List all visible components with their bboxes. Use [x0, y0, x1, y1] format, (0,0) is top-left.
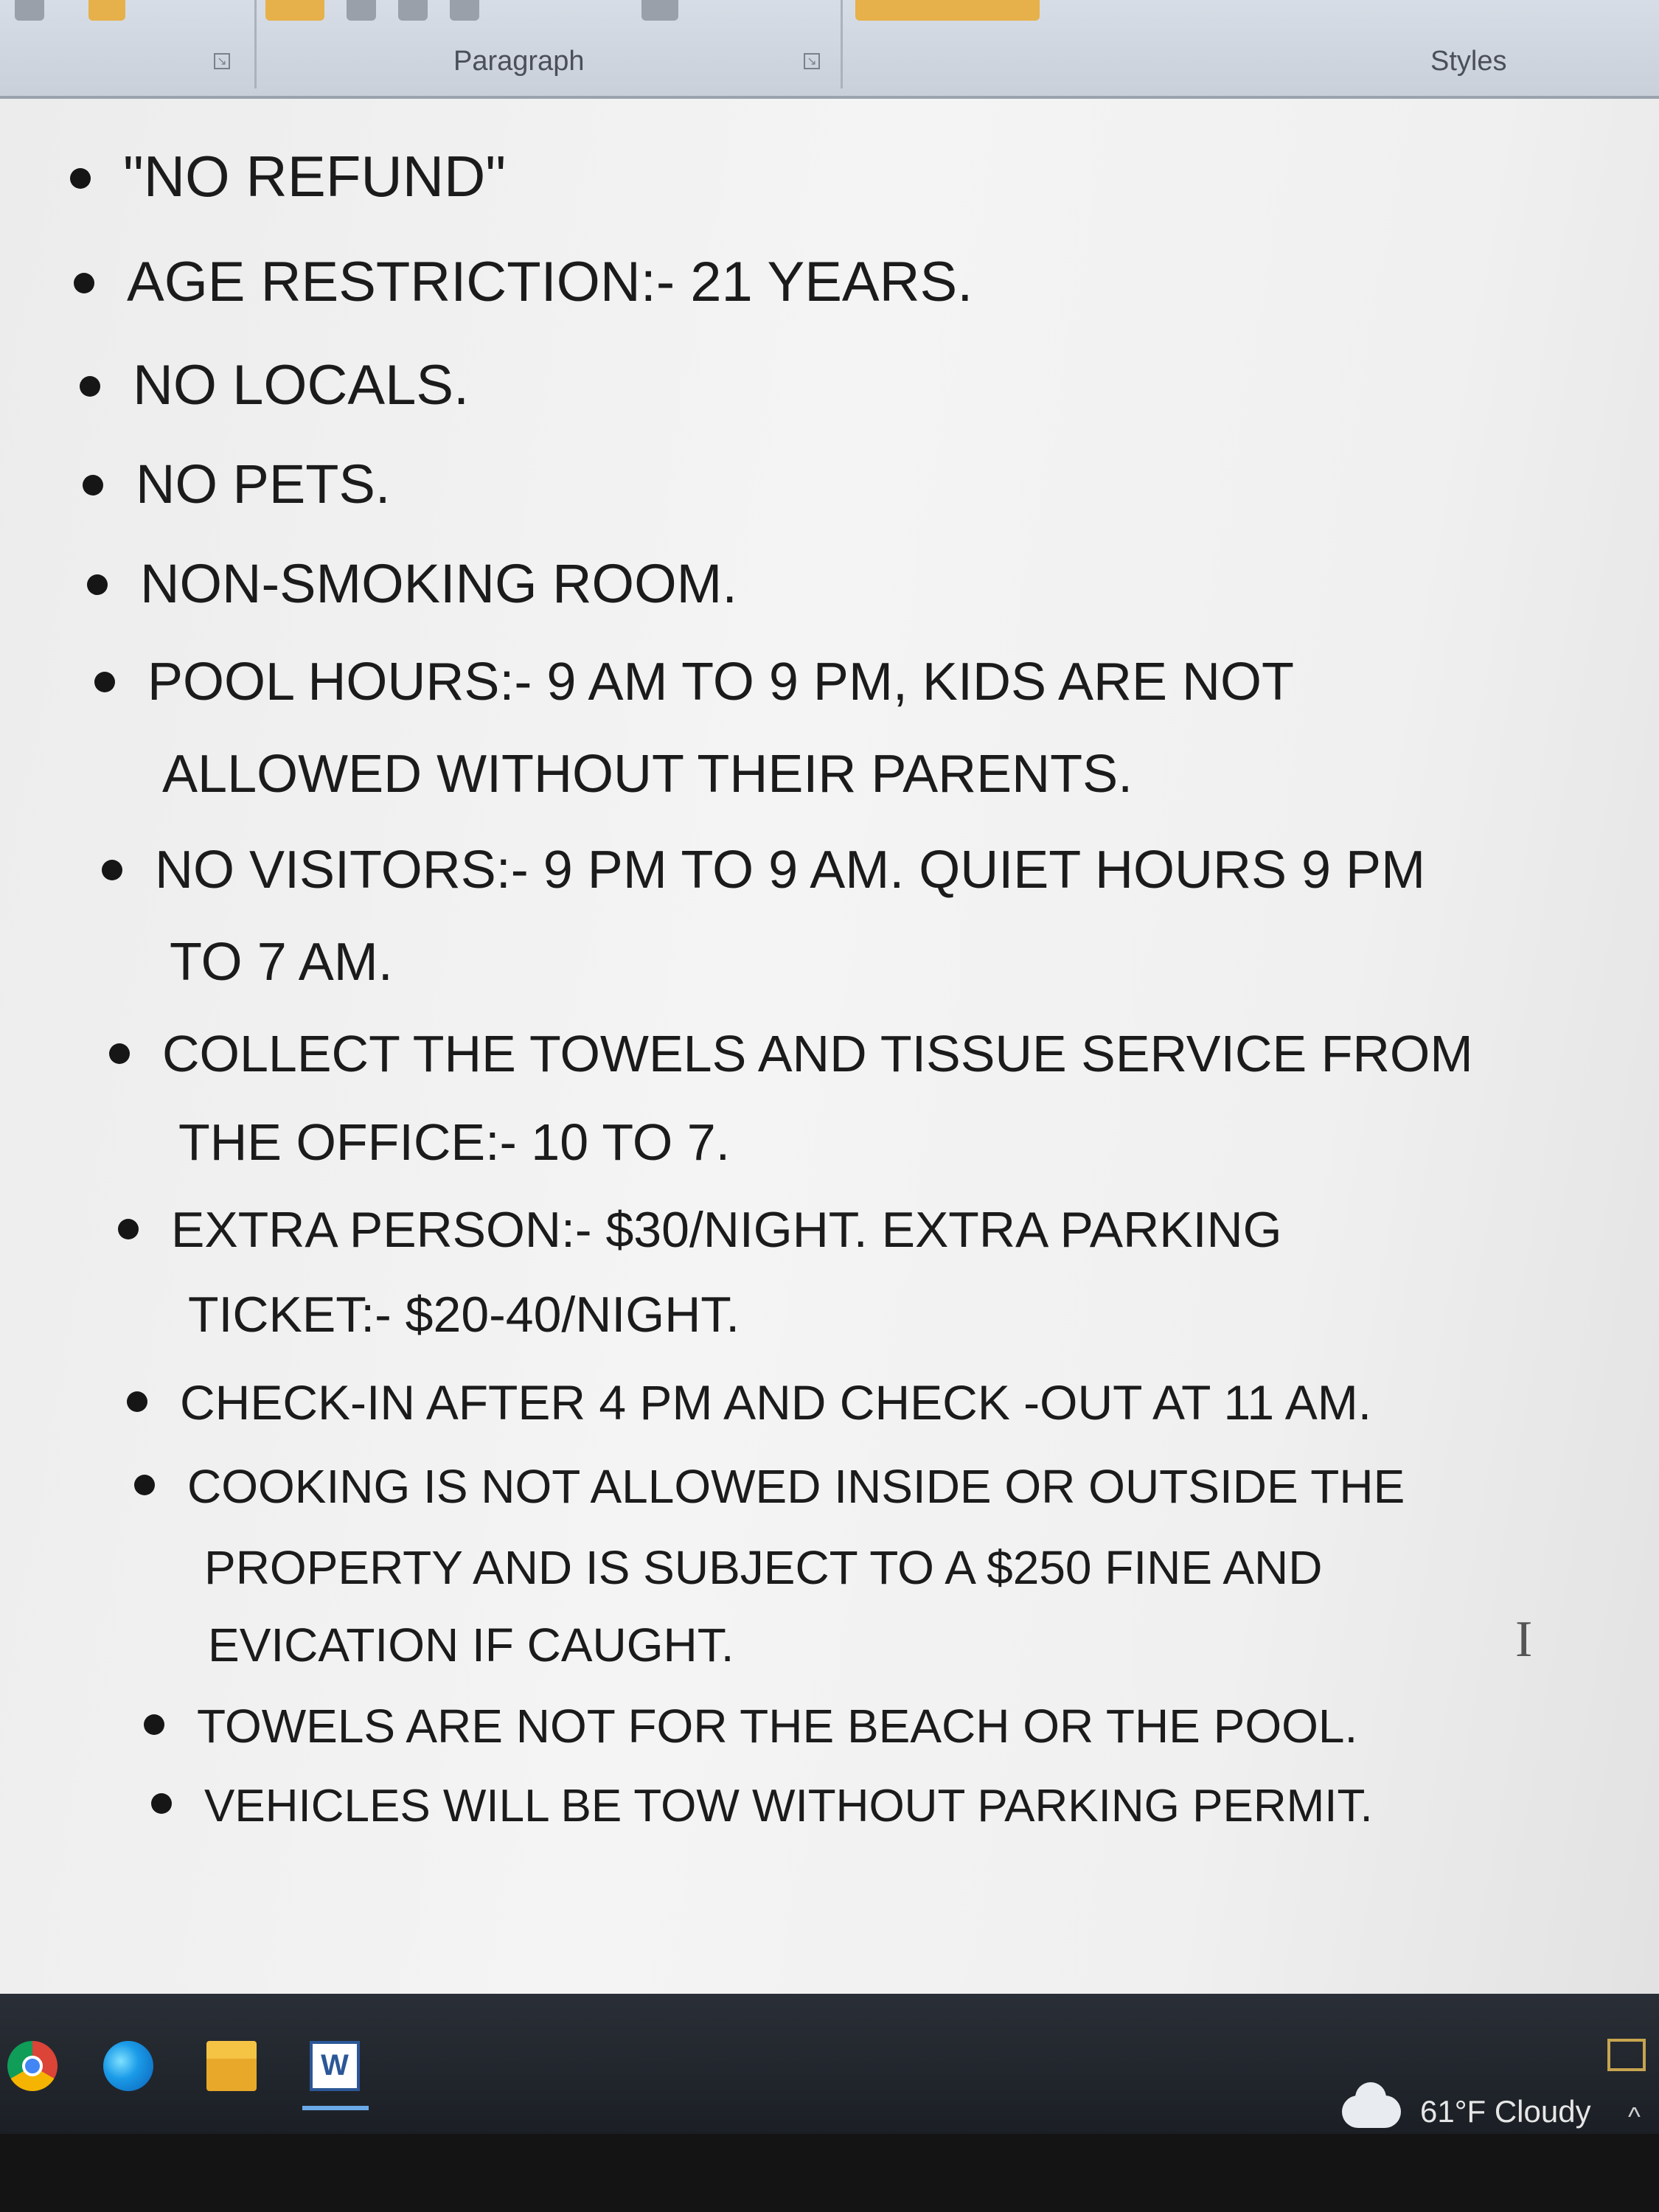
file-explorer-icon[interactable]: [206, 2041, 257, 2091]
list-item-text: POOL HOURS:- 9 AM TO 9 PM, KIDS ARE NOT: [147, 653, 1295, 712]
list-item-text: COOKING IS NOT ALLOWED INSIDE OR OUTSIDE THE: [187, 1460, 1405, 1513]
list-item-text: NO VISITORS:- 9 PM TO 9 AM. QUIET HOURS 9 PM: [155, 841, 1426, 900]
bullet-icon: [134, 1475, 155, 1495]
list-item-text: EXTRA PERSON:- $30/NIGHT. EXTRA PARKING: [171, 1202, 1282, 1258]
bullet-icon: [83, 475, 103, 495]
bullet-icon: [144, 1714, 164, 1735]
borders-icon[interactable]: [641, 0, 678, 21]
ribbon-group-separator: [841, 0, 843, 88]
list-item-continuation: PROPERTY AND IS SUBJECT TO A $250 FINE AND: [204, 1541, 1323, 1594]
styles-group-label: Styles: [1430, 46, 1507, 77]
list-item: [83, 453, 390, 515]
bullet-icon: [109, 1043, 130, 1064]
bullet-icon: [127, 1391, 147, 1412]
font-color-icon[interactable]: [15, 0, 44, 21]
list-item: [70, 143, 506, 210]
document-page[interactable]: [0, 99, 1659, 1994]
chrome-icon[interactable]: [7, 2041, 58, 2091]
highlight-icon[interactable]: [88, 0, 125, 21]
list-item-text: AGE RESTRICTION:- 21 YEARS.: [127, 251, 973, 313]
bullet-icon: [87, 574, 108, 595]
chevron-up-icon[interactable]: ^: [1628, 2101, 1641, 2132]
style-gallery-item[interactable]: [855, 0, 1040, 21]
bullet-icon: [118, 1219, 139, 1239]
list-item: [118, 1201, 1281, 1259]
list-item-text: TOWELS ARE NOT FOR THE BEACH OR THE POOL.: [197, 1700, 1358, 1753]
list-item-text: NO PETS.: [136, 453, 391, 515]
cloud-icon: [1342, 2096, 1401, 2128]
list-item-text: NO LOCALS.: [133, 354, 470, 417]
list-item: [80, 353, 469, 417]
list-item-continuation: ALLOWED WITHOUT THEIR PARENTS.: [162, 745, 1133, 804]
list-item-text: VEHICLES WILL BE TOW WITHOUT PARKING PERMIT.: [204, 1781, 1373, 1832]
list-item: [151, 1780, 1373, 1832]
monitor-bezel: [0, 2134, 1659, 2212]
ribbon-tool-strip: [0, 0, 1659, 29]
list-item-continuation: EVICATION IF CAUGHT.: [208, 1618, 734, 1672]
list-item-continuation: TICKET:- $20-40/NIGHT.: [188, 1287, 740, 1343]
bullet-icon: [94, 672, 115, 692]
list-item-text: COLLECT THE TOWELS AND TISSUE SERVICE FROM: [162, 1025, 1473, 1082]
list-item-continuation: THE OFFICE:- 10 TO 7.: [178, 1113, 731, 1171]
bullet-icon: [70, 168, 91, 189]
ribbon-group-separator: [254, 0, 257, 88]
bullet-icon: [102, 860, 122, 880]
align-left-icon[interactable]: [347, 0, 376, 21]
weather-text: 61°F Cloudy: [1420, 2094, 1591, 2129]
align-center-icon[interactable]: [398, 0, 428, 21]
bullet-icon: [151, 1793, 172, 1814]
list-item-text: CHECK-IN AFTER 4 PM AND CHECK -OUT AT 11 AM.: [180, 1375, 1372, 1430]
bullet-icon: [80, 376, 100, 397]
list-item: [87, 552, 737, 615]
list-item: [144, 1699, 1357, 1753]
bullet-icon: [74, 273, 94, 293]
word-icon[interactable]: W: [310, 2041, 360, 2091]
list-item: [127, 1374, 1371, 1430]
active-app-indicator: [302, 2106, 369, 2110]
paragraph-dialog-launcher-icon[interactable]: ↘: [804, 53, 820, 69]
list-item: [94, 652, 1294, 712]
list-item: [102, 840, 1425, 900]
align-right-icon[interactable]: [450, 0, 479, 21]
shading-icon[interactable]: [265, 0, 324, 21]
text-cursor-icon: I: [1515, 1611, 1533, 1668]
weather-widget[interactable]: [1342, 2094, 1591, 2129]
list-item-text: "NO REFUND": [123, 144, 507, 209]
ribbon: [0, 0, 1659, 99]
list-item: [109, 1024, 1473, 1083]
list-item-continuation: TO 7 AM.: [170, 933, 393, 992]
paragraph-group-label: Paragraph: [453, 46, 585, 77]
list-item: [134, 1459, 1405, 1514]
show-desktop-icon[interactable]: [1607, 2039, 1646, 2071]
font-dialog-launcher-icon[interactable]: ↘: [214, 53, 230, 69]
edge-icon[interactable]: [103, 2041, 153, 2091]
list-item: [74, 250, 973, 314]
list-item-text: NON-SMOKING ROOM.: [140, 553, 737, 614]
